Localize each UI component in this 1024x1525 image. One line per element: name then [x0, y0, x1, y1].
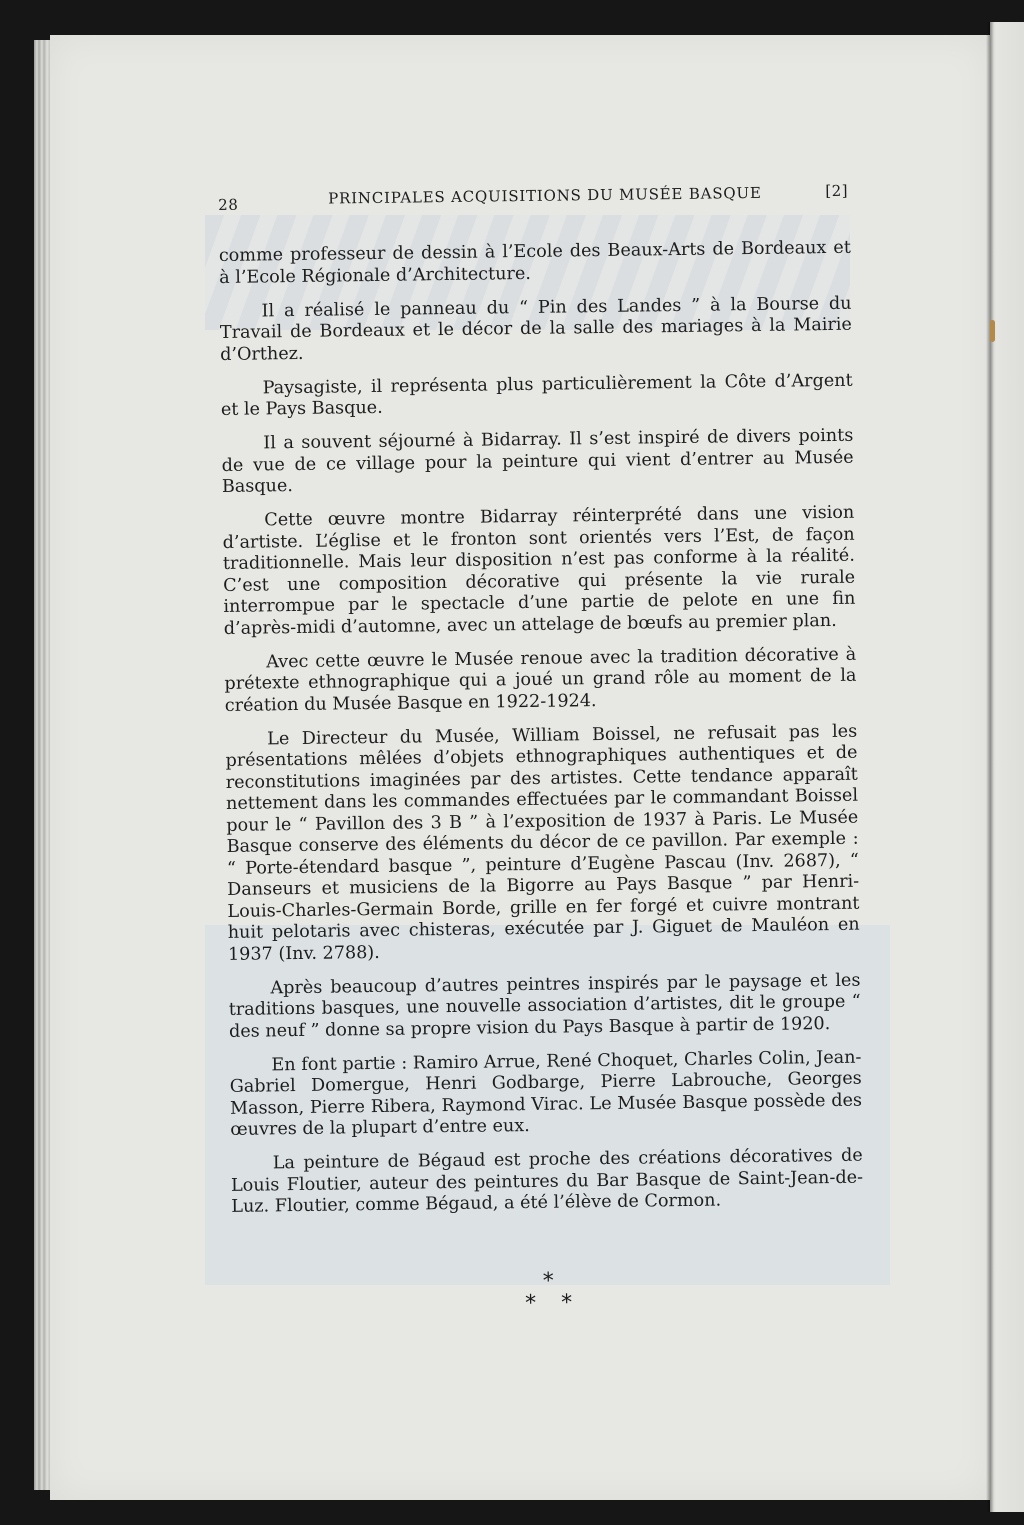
page-edge-mark: [990, 320, 995, 342]
asterism-top: *: [542, 1268, 554, 1294]
asterism-bottom: * *: [524, 1289, 573, 1316]
paragraph: comme professeur de dessin à l’Ecole des Beaux-Arts de Bordeaux et à l’Ecole Régionale d’Architecture.: [218, 237, 851, 288]
gutter-shadow: [986, 22, 994, 1512]
paragraph: En font partie : Ramiro Arrue, René Choquet, Charles Colin, Jean-Gabriel Domergue, Henri Godbarge, Pierre Labrouche, Georges Masson, Pierre Ribera, Raymond Virac. Le Musée Basque possède des œuvres de la plupart d’entre eux.: [229, 1047, 863, 1140]
paragraph: Après beaucoup d’autres peintres inspirés par le paysage et les traditions basques, une nouvelle association d’artistes, dit le groupe “ des neuf ” donne sa propre vision du Pays Basque à partir de 1920.: [228, 970, 861, 1042]
paragraph: Il a réalisé le panneau du “ Pin des Landes ” à la Bourse du Travail de Bordeaux et le décor de la salle des mariages à la Mairie d’Orthez.: [219, 293, 852, 365]
facing-page-edge: [990, 22, 1024, 1512]
paragraph: Avec cette œuvre le Musée renoue avec la tradition décorative à prétexte ethnographique qui a joué un grand rôle au moment de la création du Musée Basque en 1922-1924.: [224, 644, 857, 716]
paragraph: Le Directeur du Musée, William Boissel, ne refusait pas les présentations mêlées d’objets ethnographiques authentiques et de reconstitutions imaginées par des artistes. Cette tendance apparaît nettement dans les commandes effectuées par le commandant Boissel pour le “ Pavillon des 3 B ” à l’exposition de 1937 à Paris. Le Musée Basque conserve des éléments du décor de ce pavillon. Par exemple : “ Porte-étendard basque ”, peinture d’Eugène Pascau (Inv. 2687), “ Danseurs et musiciens de la Bigorre au Pays Basque ” par Henri-Louis-Charles-Germain Borde, grille en fer forgé et cuivre montrant huit pelotaris avec chisteras, exécutée par J. Giguet de Mauléon en 1937 (Inv. 2788).: [225, 721, 860, 965]
paragraph: Il a souvent séjourné à Bidarray. Il s’est inspiré de divers points de vue de ce village pour la peinture qui vient d’entrer au Musée Basque.: [221, 425, 854, 497]
running-title: PRINCIPALES ACQUISITIONS DU MUSÉE BASQUE: [328, 183, 762, 208]
page-content: [218, 180, 865, 1319]
paragraph: Cette œuvre montre Bidarray réinterprété dans une vision d’artiste. L’église et le fronton sont orientés vers l’Est, de façon traditionnelle. Mais leur disposition n’est pas conforme à la réalité. C’est une composition décorative qui présente la vie rurale interrompue par le spectacle d’une partie de pelote en une fin d’après-midi d’automne, avec un attelage de bœufs au premier plan.: [222, 502, 856, 639]
paragraph: La peinture de Bégaud est proche des créations décoratives de Louis Floutier, auteur des peintures du Bar Basque de Saint-Jean-de-Luz. Floutier, comme Bégaud, a été l’élève de Cormon.: [230, 1145, 864, 1217]
page-number: 28: [218, 195, 239, 214]
paragraph: Paysagiste, il représenta plus particulièrement la Côte d’Argent et le Pays Basque.: [220, 370, 853, 420]
asterism-divider: [232, 1266, 865, 1318]
section-reference: [2]: [825, 181, 849, 201]
